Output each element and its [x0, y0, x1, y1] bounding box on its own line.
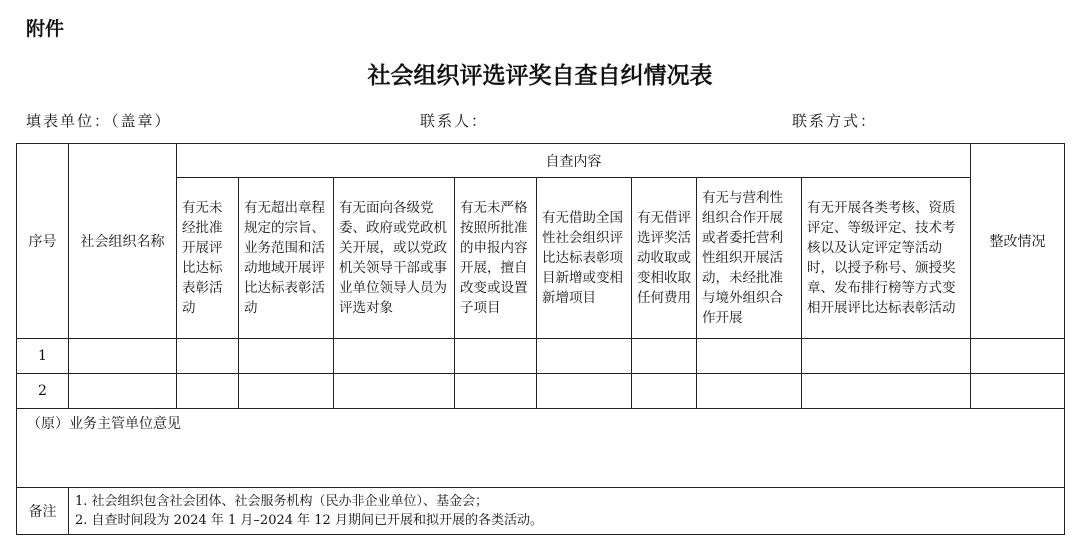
- contact-method-label: 联系方式：: [792, 112, 878, 130]
- table-cell[interactable]: [177, 374, 239, 409]
- table-cell[interactable]: [697, 374, 802, 409]
- table-cell[interactable]: [69, 339, 177, 374]
- table-cell[interactable]: [537, 339, 632, 374]
- table-cell[interactable]: [334, 374, 455, 409]
- row-number: 1: [17, 339, 69, 374]
- self-check-content-header: 自查内容: [177, 144, 971, 178]
- check-item-header: 有无借评选评奖活动收取或变相收取任何费用: [632, 178, 697, 339]
- table-cell[interactable]: [239, 339, 334, 374]
- check-item-header: 有无未经批准开展评比达标表彰活动: [177, 178, 239, 339]
- attachment-label: 附件: [26, 18, 65, 40]
- contact-person-label: 联系人：: [420, 112, 489, 130]
- check-item-header: 有无面向各级党委、政府或党政机关开展，或以党政机关领导干部或事业单位领导人员为评选对象: [334, 178, 455, 339]
- table-row: [17, 339, 1065, 374]
- table-cell[interactable]: [177, 339, 239, 374]
- org-name-header: 社会组织名称: [69, 144, 177, 339]
- table-cell[interactable]: [802, 374, 971, 409]
- table-cell[interactable]: [455, 339, 537, 374]
- check-item-header: 有无借助全国性社会组织评比达标表彰项目新增或变相新增项目: [537, 178, 632, 339]
- self-check-table: [16, 143, 1065, 535]
- table-cell[interactable]: [455, 374, 537, 409]
- seq-header: 序号: [17, 144, 69, 339]
- table-row: [17, 374, 1065, 409]
- note-item: 2. 自查时间段为 2024 年 1 月–2024 年 12 月期间已开展和拟开展的各类活动。: [75, 513, 543, 528]
- rectification-header: 整改情况: [971, 144, 1065, 339]
- check-item-header: 有无开展各类考核、资质评定、等级评定、技术考核以及认定评定等活动时，以授予称号、颁授奖章、发布排行榜等方式变相开展评比达标表彰活动: [802, 178, 971, 339]
- table-cell[interactable]: [697, 339, 802, 374]
- notes-cell: [69, 488, 1065, 535]
- table-cell[interactable]: [632, 374, 697, 409]
- check-item-header: 有无未严格按照所批准的申报内容开展，擅自改变或设置子项目: [455, 178, 537, 339]
- check-item-header: 有无与营利性组织合作开展或者委托营利性组织开展活动，未经批准与境外组织合作开展: [697, 178, 802, 339]
- table-cell[interactable]: [802, 339, 971, 374]
- note-item: 1. 社会组织包含社会团体、社会服务机构（民办非企业单位）、基金会；: [75, 494, 489, 509]
- row-number: 2: [17, 374, 69, 409]
- check-item-header: 有无超出章程规定的宗旨、业务范围和活动地域开展评比达标表彰活动: [239, 178, 334, 339]
- table-cell[interactable]: [334, 339, 455, 374]
- table-cell[interactable]: [971, 374, 1065, 409]
- supervisor-opinion-label: （原）业务主管单位意见: [27, 416, 181, 432]
- table-cell[interactable]: [632, 339, 697, 374]
- table-cell[interactable]: [69, 374, 177, 409]
- filler-unit-label: 填表单位：（盖章）: [26, 112, 172, 130]
- supervisor-opinion-cell[interactable]: [17, 409, 1065, 488]
- notes-label: 备注: [17, 488, 69, 535]
- page-title: 社会组织评选评奖自查自纠情况表: [367, 62, 713, 89]
- table-cell[interactable]: [971, 339, 1065, 374]
- table-cell[interactable]: [537, 374, 632, 409]
- table-cell[interactable]: [239, 374, 334, 409]
